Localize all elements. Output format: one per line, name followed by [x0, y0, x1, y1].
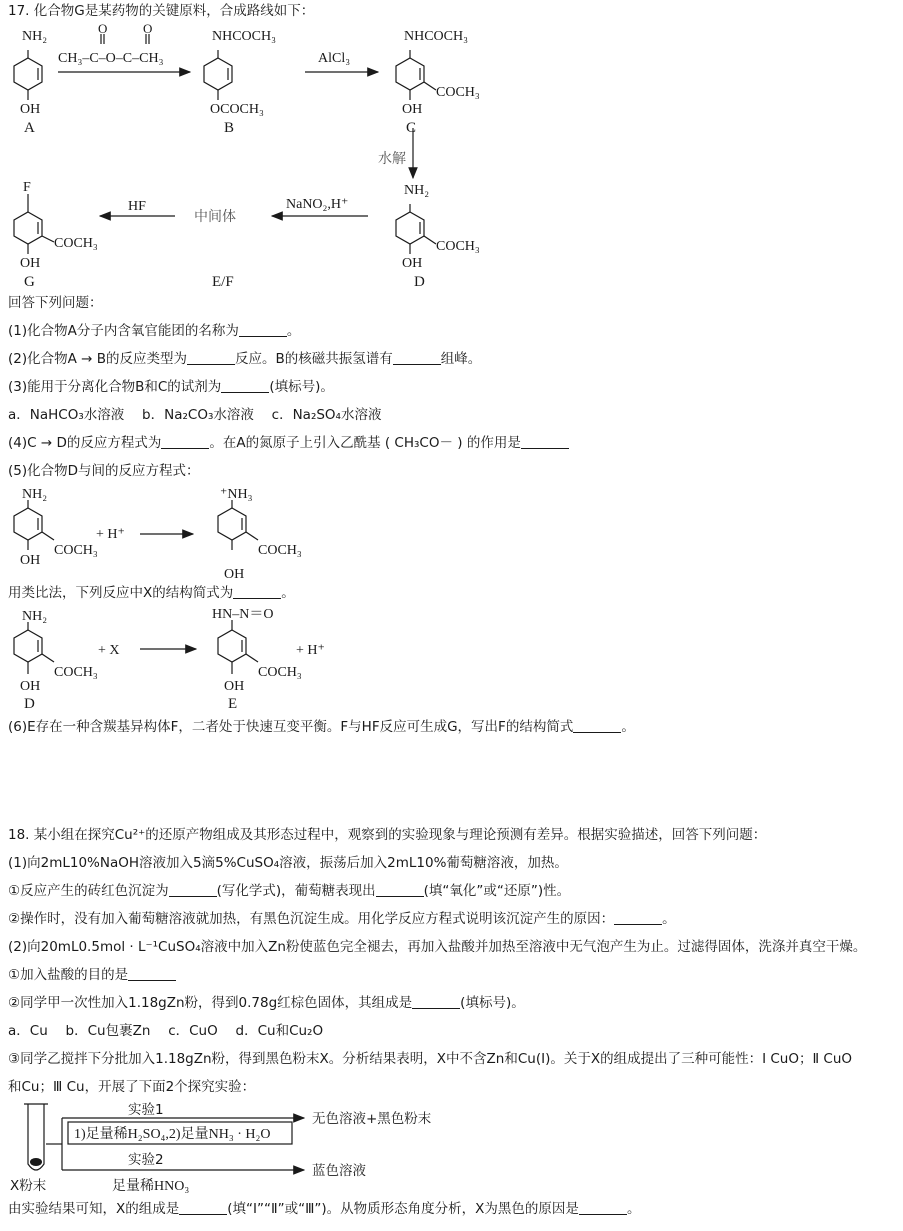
anhydride-o2: O: [143, 21, 153, 36]
q17-part2: (2)化合物A → B的反应类型为 反应。B的核磁共振氢谱有 组峰。: [8, 351, 482, 367]
rxn2-product-label: E: [228, 696, 238, 712]
q17-part6: (6)E存在一种含羰基异构体F，二者处于快速互变平衡。F与HF反应可生成G，写出F的结构简式 。: [8, 719, 635, 735]
q18-part2-2: ②同学甲一次性加入1.18gZn粉，得到0.78g红棕色固体，其组成是 (填标号)。: [8, 995, 525, 1011]
x-powder-icon: [30, 1158, 42, 1166]
rxn2-plus-h: + H⁺: [296, 643, 325, 658]
rxn2-reactant-bottom: OH: [20, 679, 41, 694]
g-side-group: COCH₃: [54, 236, 98, 251]
c-side-group: COCH₃: [436, 85, 480, 100]
tube-label: X粉末: [10, 1178, 47, 1194]
rxn1-plus-h: + H⁺: [96, 527, 125, 542]
b-label: B: [224, 120, 235, 136]
exp2-title: 实验2: [128, 1152, 164, 1168]
q18-part1-1: ①反应产生的砖红色沉淀为 (写化学式)，葡萄糖表现出 (填“氧化”或“还原”)性。: [8, 883, 571, 899]
c-bottom-group: OH: [402, 102, 423, 117]
hydrolysis-reagent: 水解: [378, 152, 406, 167]
compound-d-ring: [396, 204, 436, 254]
q18-part1: (1)向2mL10%NaOH溶液加入5滴5%CuSO₄溶液，振荡后加入2mL10%葡萄糖溶液，加热。: [8, 855, 568, 871]
answer-blank[interactable]: [187, 350, 235, 365]
q17-part3: (3)能用于分离化合物B和C的试剂为 (填标号)。: [8, 379, 334, 395]
g-top-group: F: [23, 180, 31, 195]
exp1-result: 无色溶液+黑色粉末: [312, 1111, 432, 1127]
reaction-1: [0, 480, 903, 585]
b-bottom-group: OCOCH₃: [210, 102, 264, 117]
answer-prompt: 回答下列问题：: [8, 295, 103, 311]
rxn1-reactant-bottom: OH: [20, 553, 41, 568]
rxn2-product-bottom: OH: [224, 679, 245, 694]
rxn1-reactant-side: COCH₃: [54, 543, 98, 558]
c-label: C: [406, 120, 417, 136]
answer-blank[interactable]: [239, 322, 287, 337]
synthesis-route: [0, 20, 903, 295]
answer-blank[interactable]: [128, 966, 176, 981]
answer-blank[interactable]: [233, 584, 281, 599]
alcl3-reagent: AlCl₃: [318, 51, 351, 66]
q18-part1-2: ②操作时，没有加入葡萄糖溶液就加热，有黑色沉淀生成。用化学反应方程式说明该沉淀产生的原因： 。: [8, 911, 676, 927]
q18-part2-3: ③同学乙搅拌下分批加入1.18gZn粉，得到黑色粉末X。分析结果表明，X中不含Zn和Cu(Ⅰ)。关于X的组成提出了三种可能性：Ⅰ CuO；Ⅱ CuO: [8, 1051, 853, 1067]
rxn2-product-top: HN–N＝O: [212, 607, 274, 622]
exp2-steps: 足量稀HNO₃: [112, 1179, 190, 1194]
exp1-steps: 1)足量稀H₂SO₄,2)足量NH₃ · H₂O: [74, 1127, 271, 1142]
compound-a-ring: [14, 50, 42, 100]
anhydride-reagent: CH₃–C–O–C–CH₃: [58, 51, 164, 66]
reaction-2: [0, 602, 903, 714]
rxn2-reactant-top: NH₂: [22, 609, 48, 624]
q18-part2-1: ①加入盐酸的目的是: [8, 966, 176, 984]
d-label: D: [414, 274, 425, 290]
q17-part1: (1)化合物A分子内含氧官能团的名称为 。: [8, 323, 301, 339]
nano2-reagent: NaNO₂,H⁺: [286, 197, 349, 212]
answer-blank[interactable]: [573, 718, 621, 733]
compound-c-ring: [396, 50, 436, 100]
rxn1-product-top: ⁺NH₃: [220, 487, 253, 502]
a-bottom-group: OH: [20, 102, 41, 117]
q18-part2-options: a．Cu b．Cu包裹Zn c．CuO d．Cu和Cu₂O: [8, 1023, 324, 1039]
b-top-group: NHCOCH₃: [212, 29, 276, 44]
answer-blank[interactable]: [376, 882, 424, 897]
rxn2-reactant-label: D: [24, 696, 35, 712]
q17-part4: (4)C → D的反应方程式为 。在A的氮原子上引入乙酰基 ( CH₃CO－ ) 的作用是: [8, 434, 569, 452]
compound-b-ring: [204, 50, 232, 100]
exp2-result: 蓝色溶液: [312, 1163, 366, 1179]
answer-blank[interactable]: [221, 378, 269, 393]
intermediate-label: 中间体: [194, 210, 236, 225]
rxn2-product-side: COCH₃: [258, 665, 302, 680]
answer-blank[interactable]: [614, 910, 662, 925]
d-side-group: COCH₃: [436, 239, 480, 254]
rxn1-product-side: COCH₃: [258, 543, 302, 558]
q18-part2: (2)向20mL0.5mol · L⁻¹CuSO₄溶液中加入Zn粉使蓝色完全褪去，再加入盐酸并加热至溶液中无气泡产生为止。过滤得固体，洗涤并真空干燥。: [8, 939, 867, 955]
hf-reagent: HF: [128, 199, 146, 214]
answer-blank[interactable]: [412, 994, 460, 1009]
q17-part5: (5)化合物D与间的反应方程式：: [8, 463, 200, 479]
rxn1-reactant-top: NH₂: [22, 487, 48, 502]
answer-blank[interactable]: [161, 434, 209, 449]
g-label: G: [24, 274, 35, 290]
answer-blank[interactable]: [169, 882, 217, 897]
q17-analogy: 用类比法，下列反应中X的结构简式为 。: [8, 585, 295, 601]
rxn1-product-bottom: OH: [224, 567, 245, 582]
experiment-diagram: [0, 1098, 903, 1198]
answer-blank[interactable]: [179, 1200, 227, 1215]
ef-label: E/F: [212, 274, 234, 290]
d-bottom-group: OH: [402, 256, 423, 271]
rxn2-plus-x: + X: [98, 643, 120, 658]
compound-g-ring: [14, 194, 54, 254]
rxn2-reactant-side: COCH₃: [54, 665, 98, 680]
c-top-group: NHCOCH₃: [404, 29, 468, 44]
exp1-title: 实验1: [128, 1102, 164, 1118]
a-top-group: NH₂: [22, 29, 48, 44]
q18-part2-3-cont: 和Cu；Ⅲ Cu，开展了下面2个探究实验：: [8, 1079, 256, 1095]
q18-intro: 18. 某小组在探究Cu²⁺的还原产物组成及其形态过程中，观察到的实验现象与理论预测有差异。根据实验描述，回答下列问题：: [8, 827, 767, 843]
answer-blank[interactable]: [521, 434, 569, 449]
q18-conclusion: 由实验结果可知，X的组成是 (填“Ⅰ”“Ⅱ”或“Ⅲ”)。从物质形态角度分析，X为黑色的原因是 。: [8, 1201, 641, 1217]
g-bottom-group: OH: [20, 256, 41, 271]
answer-blank[interactable]: [393, 350, 441, 365]
a-label: A: [24, 120, 35, 136]
answer-blank[interactable]: [579, 1200, 627, 1215]
d-top-group: NH₂: [404, 183, 430, 198]
q17-part3-options: a．NaHCO₃水溶液 b．Na₂CO₃水溶液 c．Na₂SO₄水溶液: [8, 407, 382, 423]
anhydride-o1: O: [98, 21, 108, 36]
q17-intro: 17. 化合物G是某药物的关键原料，合成路线如下：: [8, 3, 315, 19]
